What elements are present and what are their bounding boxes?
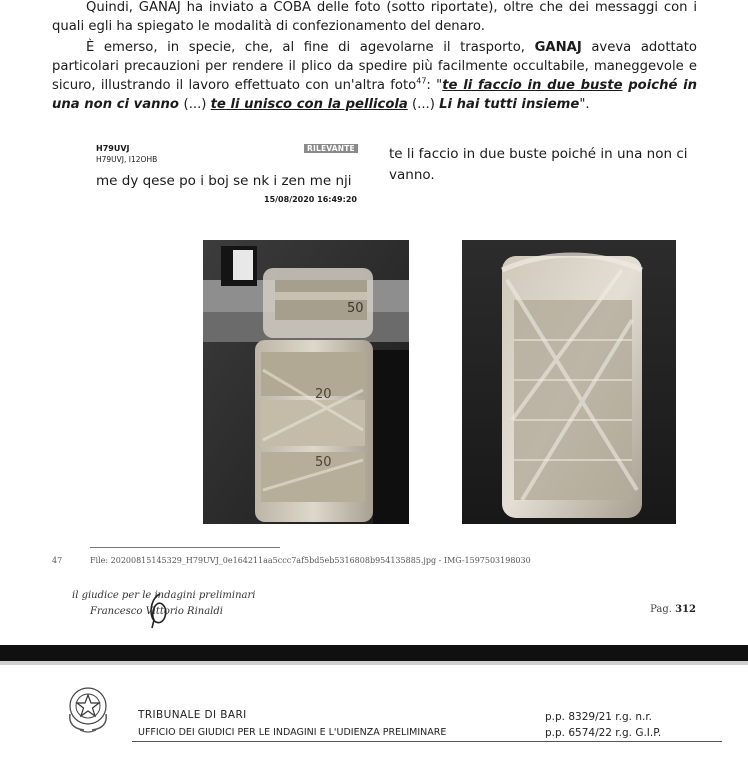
page-break-band — [0, 645, 748, 661]
banknote-label-bottom: 50 — [315, 455, 332, 470]
footnote: 47 File: 20200815145329_H79UVJ_0e164211aa5ccc7af5bd5eb5316808b954135885.jpg - IMG-1597503198030 — [52, 556, 531, 565]
judge-signature: il giudice per le indagini preliminari Francesco Vittorio Rinaldi — [72, 590, 256, 617]
paragraph-1: Quindi, GANAJ ha inviato a COBA delle foto (sotto riportate), oltre che dei messaggi con i quali egli ha spiegato le modalità di confezionamento del denaro. — [52, 0, 697, 34]
photo-cash-packets — [203, 240, 409, 524]
quote-1: te li faccio in due buste — [442, 78, 623, 93]
footnote-ref: 47 — [416, 76, 427, 86]
chat-timestamp: 15/08/2020 16:49:20 — [264, 195, 357, 204]
name-ganaj: GANAJ — [534, 40, 582, 55]
relevance-badge: RILEVANTE — [304, 144, 358, 153]
signature-scribble — [140, 590, 180, 630]
court-office: UFFICIO DEI GIUDICI PER LE INDAGINI E L'UDIENZA PRELIMINARE — [138, 727, 447, 738]
case-number-1: p.p. 8329/21 r.g. n.r. — [545, 711, 653, 723]
chat-message-text: me dy qese po i boj se nk i zen me nji — [96, 173, 352, 189]
court-name: TRIBUNALE DI BARI — [138, 709, 247, 721]
quote-3: te li unisco con la pellicola — [210, 97, 408, 112]
italian-emblem-icon — [64, 684, 112, 734]
footnote-divider — [90, 547, 280, 548]
quote-4: Li hai tutti insieme — [439, 97, 580, 112]
case-number-2: p.p. 6574/22 r.g. G.I.P. — [545, 727, 662, 739]
banknote-label-mid: 20 — [315, 387, 332, 402]
page-number: Pag. 312 — [650, 604, 696, 615]
quote-2: poiché in una non ci vanno — [52, 78, 698, 112]
header-rule — [132, 741, 722, 742]
photo-wrapped-package — [462, 240, 676, 524]
chat-sender: H79UVJ — [96, 144, 130, 153]
banknote-label-top: 50 — [347, 301, 364, 316]
chat-participants: H79UVJ, I12OHB — [96, 155, 158, 164]
paragraph-2: È emerso, in specie, che, al fine di agevolarne il trasporto, GANAJ aveva adottato particolari precauzioni per rendere il plico da spedire più facilmente occultabile, maneggevole e sicuro, illustrando il lavoro effettuato con un'altra foto$^{47}$: "te li faccio in due buste poiché in una non ci vanno (...) te li unisco con la pellicola (...) Li hai tutti insieme". — [52, 40, 698, 112]
translation-text: te li faccio in due buste poiché in una non ci vanno. — [389, 146, 688, 183]
